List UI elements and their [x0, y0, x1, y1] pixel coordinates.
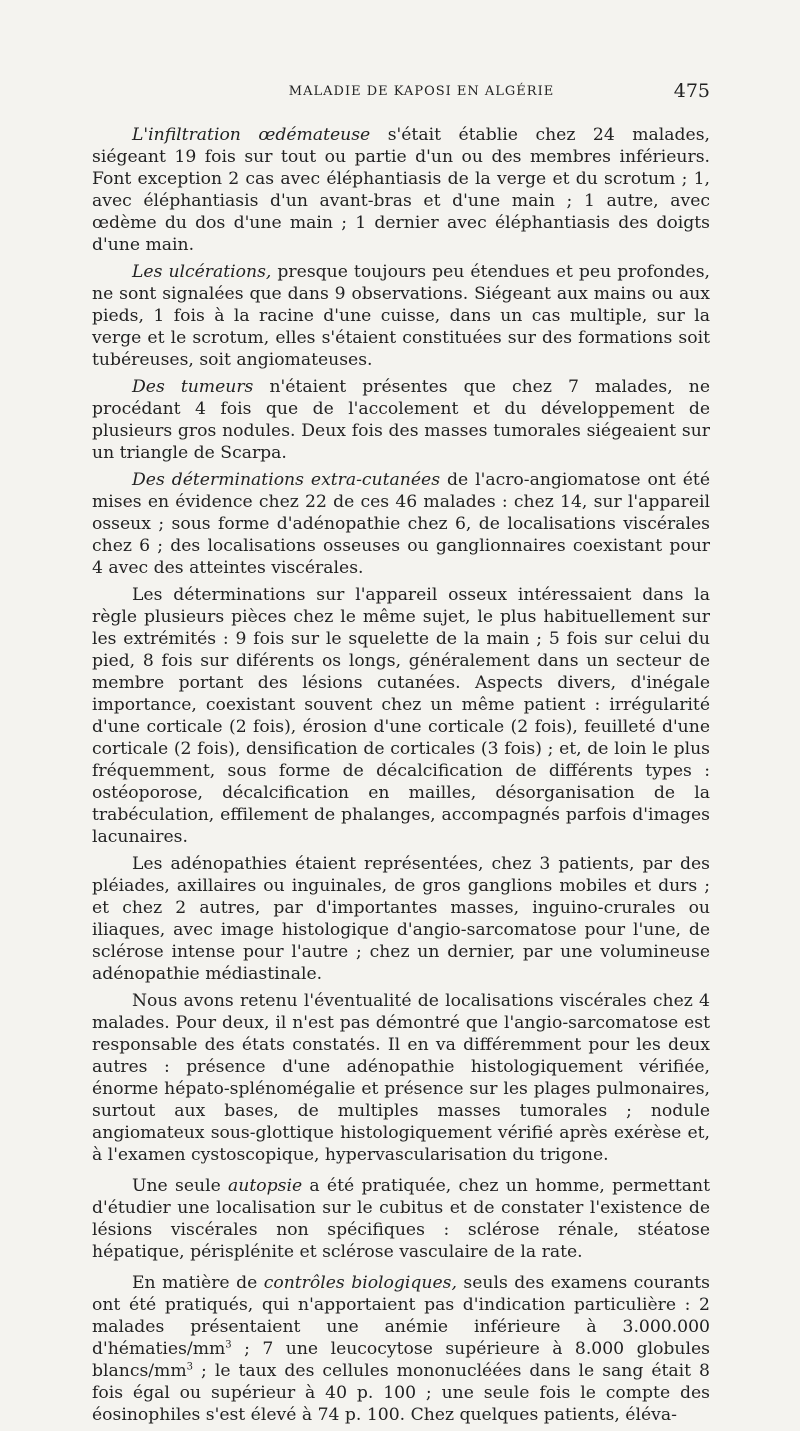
- paragraph-text: Nous avons retenu l'éventualité de localisations viscérales chez 4 malades. Pour deux, il n'est pas démontré que l'angio-sarcomatose est responsable des états constatés. Il en va différemment pour les deux autres : présence d'une adénopathie histologiquement vérifiée, énorme hépato-splénomégalie et présence sur les plages pulmonaires, surtout aux bases, de multiples masses tumorales ; nodule angiomateux sous-glottique histologiquement vérifié après exérèse et, à l'examen cystoscopique, hypervascularisation du trigone.: [92, 991, 710, 1165]
- body-text: [92, 124, 710, 1431]
- paragraph-text: de l'acro-angiomatose ont été mises en évidence chez 22 de ces 46 malades : chez 14, sur l'appareil osseux ; sous forme d'adénopathie chez 6, de localisations viscérales chez 6 ; des localisations osseuses ou ganglionnaires coexistant pour 4 avec des atteintes viscérales.: [92, 470, 711, 578]
- paragraph-text: s'était établie chez 24 malades, siégeant 19 fois sur tout ou partie d'un ou des membres inférieurs. Font exception 2 cas avec éléphantiasis de la verge et du scrotum ; 1, avec éléphantiasis d'un avant-bras et d'une main ; 1 autre, avec œdème du dos d'une main ; 1 dernier avec éléphantiasis des doigts d'une main.: [92, 125, 710, 255]
- paragraph-ulcerations: [92, 261, 710, 371]
- paragraph-lead: Les ulcérations,: [132, 262, 272, 282]
- paragraph-text: seuls des examens courants ont été pratiqués, qui n'apportaient pas d'indication particulière : 2 malades présentaient une anémie inférieure à 3.000.000 d'hématies/mm: [92, 1273, 710, 1359]
- paragraph-lead: Des tumeurs: [132, 377, 254, 397]
- paragraph-osseux: [92, 584, 710, 848]
- paragraph-text: ; 7 une leucocytose supérieure à 8.000 globules blancs/mm: [92, 1339, 710, 1381]
- paragraph-text: n'étaient présentes que chez 7 malades, ne procédant 4 fois que de l'accolement et du développement de plusieurs gros nodules. Deux fois des masses tumorales siégeaient sur un triangle de Scarpa.: [92, 377, 710, 463]
- paragraph-visceral: [92, 990, 710, 1166]
- paragraph-autopsie: [92, 1175, 710, 1263]
- paragraph-text: Les déterminations sur l'appareil osseux intéressaient dans la règle plusieurs pièces chez le même sujet, le plus habituellement sur les extrémités : 9 fois sur le squelette de la main ; 5 fois sur celui du pied, 8 fois sur diférents os longs, généralement dans un secteur de membre portant des lésions cutanées. Aspects divers, d'inégale importance, coexistant souvent chez un même patient : irrégularité d'une corticale (2 fois), érosion d'une corticale (2 fois), feuilleté d'une corticale (2 fois), densification de corticales (3 fois) ; et, de loin le plus fréquemment, sous forme de décalcification de différents types : ostéoporose, décalcification en mailles, désorganisation de la trabéculation, effilement de phalanges, accompagnés parfois d'images lacunaires.: [92, 585, 710, 847]
- paragraph-text: a été pratiquée, chez un homme, permettant d'étudier une localisation sur le cubitus et de constater l'existence de lésions viscérales non spécifiques : sclérose rénale, stéatose hépatique, périsplénite et sclérose vasculaire de la rate.: [92, 1176, 710, 1262]
- paragraph-prefix: En matière de: [132, 1273, 264, 1293]
- paragraph-prefix: Une seule: [132, 1176, 229, 1196]
- paragraph-infiltration: [92, 124, 710, 256]
- paragraph-text: Les adénopathies étaient représentées, chez 3 patients, par des pléiades, axillaires ou inguinales, de gros ganglions mobiles et durs ; et chez 2 autres, par d'importantes masses, inguino-crurales ou iliaques, avec image histologique d'angio-sarcomatose pour l'une, de sclérose intense pour l'autre ; chez un dernier, par une volumineuse adénopathie médiastinale.: [92, 854, 710, 984]
- paragraph-text: presque toujours peu étendues et peu profondes, ne sont signalées que dans 9 observations. Siégeant aux mains ou aux pieds, 1 fois à la racine d'une cuisse, dans un cas multiple, sur la verge et le scrotum, elles s'étaient constituées sur des formations soit tubéreuses, soit angiomateuses.: [92, 262, 710, 370]
- page-number: 475: [673, 80, 710, 102]
- running-head: MALADIE DE KAPOSI EN ALGÉRIE: [288, 84, 555, 99]
- paragraph-lead: contrôles biologiques,: [263, 1273, 457, 1293]
- paragraph-text: ; le taux des cellules mononucléées dans le sang était 8 fois égal ou supérieur à 40 p. 100 ; une seule fois le compte des éosinophiles s'est élevé à 74 p. 100. Chez quelques patients, éléva-: [92, 1361, 710, 1425]
- paragraph-lead: autopsie: [228, 1176, 303, 1196]
- paragraph-lead: L'infiltration œdémateuse: [132, 125, 371, 145]
- paragraph-adenopathies: [92, 853, 710, 985]
- paragraph-determinations: [92, 469, 710, 579]
- superscript: 3: [225, 1339, 232, 1351]
- paragraph-lead: Des déterminations extra-cutanées: [132, 470, 441, 490]
- superscript: 3: [186, 1361, 194, 1373]
- page-header: [133, 80, 710, 104]
- paragraph-tumeurs: [92, 376, 710, 464]
- paragraph-biologiques: [92, 1272, 710, 1426]
